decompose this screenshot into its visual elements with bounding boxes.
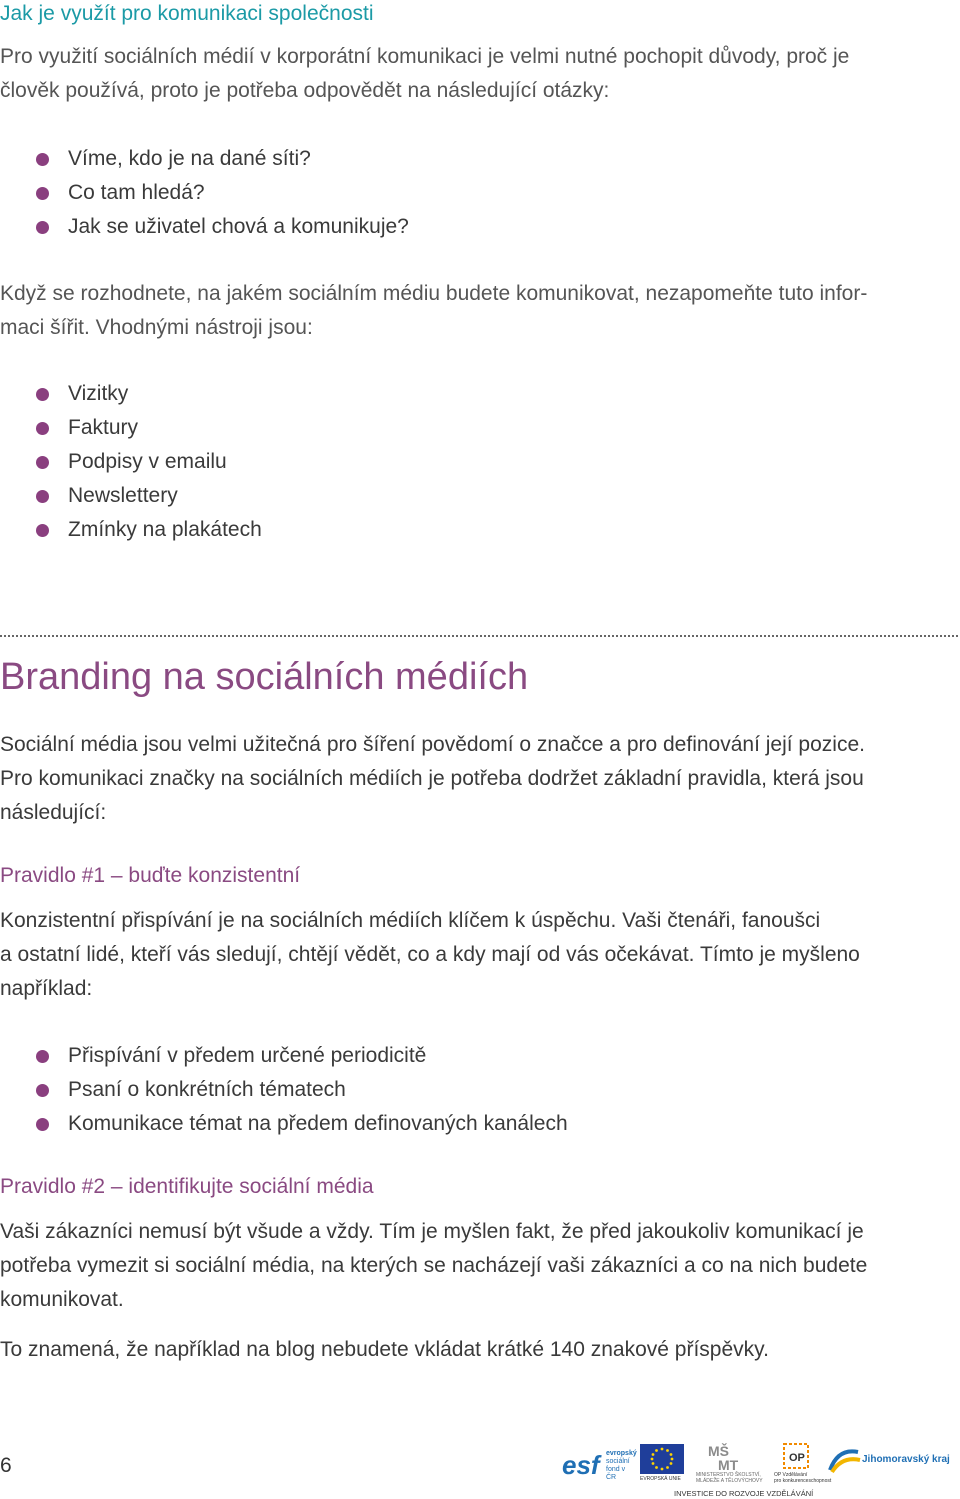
- bullet-icon: [36, 456, 49, 469]
- msmt-label: MINISTERSTVO ŠKOLSTVÍ,: [696, 1472, 761, 1478]
- rule1-heading: Pravidlo #1 – buďte konzistentní: [0, 864, 301, 887]
- intro-line-1: Pro využití sociálních médií v korporátní komunikaci je velmi nutné pochopit důvody, proč je: [0, 45, 850, 68]
- branding-line-3: následující:: [0, 801, 107, 824]
- rule1-line-3: například:: [0, 977, 93, 1000]
- list-item: Vizitky: [0, 377, 900, 411]
- bullet-icon: [36, 422, 49, 435]
- branding-heading: Branding na sociálních médiích: [0, 656, 529, 698]
- list-item: Co tam hledá?: [0, 176, 900, 210]
- region-logo: [828, 1446, 960, 1482]
- esf-label-1: evropský: [606, 1450, 637, 1457]
- rule2-line-3: komunikovat.: [0, 1288, 124, 1311]
- esf-icon: [560, 1444, 604, 1484]
- svg-text:esf: esf: [562, 1450, 600, 1480]
- svg-text:MŠ: MŠ: [708, 1443, 729, 1459]
- eu-label: EVROPSKÁ UNIE: [640, 1476, 681, 1482]
- esf-label-2: sociální: [606, 1458, 630, 1465]
- bullet-icon: [36, 1118, 49, 1131]
- bullet-icon: [36, 524, 49, 537]
- bullet-icon: [36, 1084, 49, 1097]
- rule1-list: [0, 1039, 900, 1141]
- decision-line-2: maci šířit. Vhodnými nástroji jsou:: [0, 316, 313, 339]
- list-item: Podpisy v emailu: [0, 445, 900, 479]
- op-icon: [782, 1442, 812, 1470]
- msmt-logo: [696, 1442, 766, 1486]
- eu-flag-icon: [640, 1444, 684, 1474]
- rule2-heading: Pravidlo #2 – identifikujte sociální média: [0, 1175, 374, 1198]
- tools-list: [0, 377, 900, 547]
- esf-label-3: fond v ČR: [606, 1466, 626, 1481]
- section-divider: [0, 635, 958, 637]
- list-item: Víme, kdo je na dané síti?: [0, 142, 900, 176]
- rule2-paragraph: [0, 1215, 958, 1317]
- esf-logo: [560, 1444, 636, 1484]
- op-label-2: pro konkurenceschopnost: [774, 1478, 832, 1484]
- rule2-line-1: Vaši zákazníci nemusí být všude a vždy. Tím je myšlen fakt, že před jakoukoliv komunikací je: [0, 1220, 864, 1243]
- intro-line-2: člověk používá, proto je potřeba odpovědět na následující otázky:: [0, 79, 610, 102]
- msmt-icon: [708, 1442, 748, 1472]
- list-item: Jak se uživatel chová a komunikuje?: [0, 210, 900, 244]
- list-item: Newslettery: [0, 479, 900, 513]
- rule1-line-1: Konzistentní přispívání je na sociálních médiích klíčem k úspěchu. Vaši čtenáři, fanoušci: [0, 909, 821, 932]
- closing-paragraph: To znamená, že například na blog nebudete vkládat krátké 140 znakové příspěvky.: [0, 1338, 769, 1361]
- eu-logo: [640, 1444, 688, 1484]
- list-item: Přispívání v předem určené periodicitě: [0, 1039, 900, 1073]
- list-item: Komunikace témat na předem definovaných kanálech: [0, 1107, 900, 1141]
- branding-line-1: Sociální média jsou velmi užitečná pro šíření povědomí o značce a pro definování její pozice.: [0, 733, 865, 756]
- bullet-icon: [36, 187, 49, 200]
- bullet-icon: [36, 221, 49, 234]
- rule1-paragraph: [0, 904, 958, 1006]
- branding-paragraph: [0, 728, 958, 830]
- rule2-line-2: potřeba vymezit si sociální média, na kterých se nacházejí vaši zákazníci a co na nich budete: [0, 1254, 868, 1277]
- bullet-icon: [36, 490, 49, 503]
- svg-text:MT: MT: [718, 1457, 739, 1472]
- bullet-icon: [36, 388, 49, 401]
- msmt-label-2: MLÁDEŽE A TĚLOVÝCHOVY: [696, 1478, 763, 1484]
- intro-paragraph: [0, 40, 958, 108]
- region-icon: [828, 1446, 862, 1474]
- bullet-icon: [36, 153, 49, 166]
- list-item: Faktury: [0, 411, 900, 445]
- decision-paragraph: [0, 277, 958, 345]
- bullet-icon: [36, 1050, 49, 1063]
- rule1-line-2: a ostatní lidé, kteří vás sledují, chtějí vědět, co a kdy mají od vás očekávat. Tímto je myšleno: [0, 943, 860, 966]
- page-number: 6: [0, 1454, 12, 1477]
- questions-list: [0, 142, 900, 244]
- investment-slogan: INVESTICE DO ROZVOJE VZDĚLÁVÁNÍ: [674, 1489, 814, 1498]
- op-label: OP Vzdělávání: [774, 1472, 808, 1478]
- footer-logos: [556, 1440, 960, 1499]
- branding-line-2: Pro komunikaci značky na sociálních médiích je potřeba dodržet základní pravidla, která jsou: [0, 767, 864, 790]
- op-logo: [774, 1442, 832, 1486]
- section-title: Jak je využít pro komunikaci společnosti: [0, 2, 374, 25]
- list-item: Psaní o konkrétních tématech: [0, 1073, 900, 1107]
- region-label: Jihomoravský kraj: [862, 1454, 950, 1465]
- list-item: Zmínky na plakátech: [0, 513, 900, 547]
- decision-line-1: Když se rozhodnete, na jakém sociálním médiu budete komunikovat, nezapomeňte tuto infor-: [0, 282, 868, 305]
- svg-text:OP: OP: [789, 1452, 805, 1464]
